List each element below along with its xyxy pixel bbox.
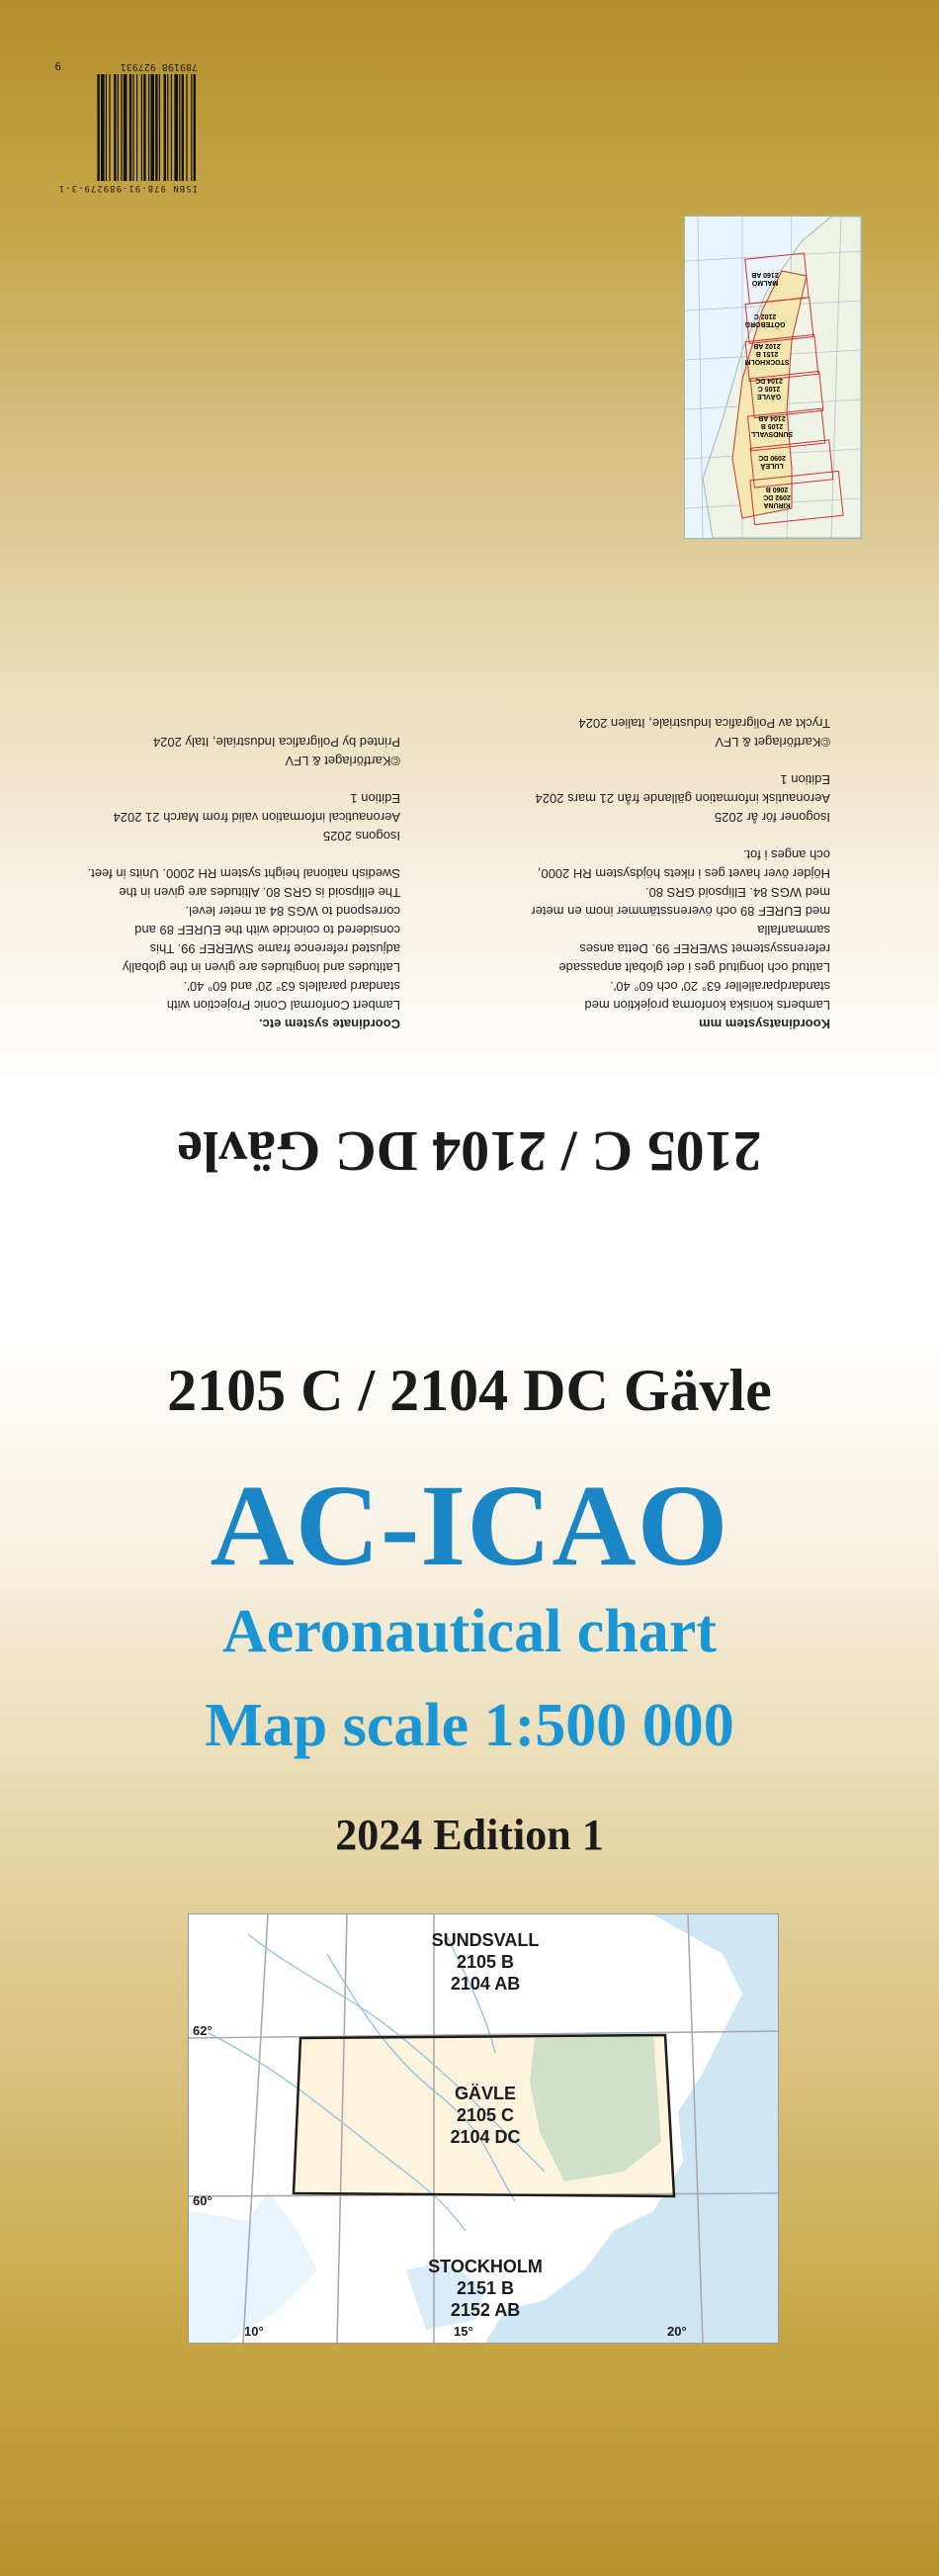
barcode-bar — [148, 74, 149, 181]
map-label-stockholm: STOCKHOLM 2151 B 2152 AB — [428, 2257, 543, 2320]
barcode — [49, 54, 198, 193]
map-label-gavle: GÄVLE 2105 C 2104 DC — [450, 2084, 521, 2147]
barcode-bar — [141, 74, 142, 181]
map-label-sundsvall: SUNDSVALL 2105 B 2104 AB — [431, 1930, 540, 1994]
barcode-bar — [159, 74, 160, 181]
sheet-index-map — [684, 216, 862, 539]
lon-tick-10: 10° — [244, 2324, 264, 2339]
english-copyright: ©Kartförlaget & LFV — [285, 754, 400, 768]
english-aero-info: Aeronautical information valid from March 21 2024 — [113, 810, 400, 825]
index-sheet-label: STOCKHOLM 2151 B 2102 AB — [744, 342, 790, 365]
barcode-bars — [69, 74, 198, 181]
barcode-bar — [106, 74, 107, 181]
barcode-bar — [124, 74, 128, 181]
lat-tick-60: 60° — [193, 2193, 213, 2208]
barcode-bar — [186, 74, 187, 181]
swedish-edition: Edition 1 — [780, 772, 830, 787]
english-heading: Coordinate system etc. — [258, 1017, 400, 1031]
barcode-bar — [191, 74, 192, 181]
lon-tick-20: 20° — [667, 2324, 687, 2339]
swedish-line: och anges i fot. — [742, 847, 830, 862]
swedish-line: Lamberts koniska konforma projektion med — [584, 998, 830, 1013]
barcode-bar — [129, 74, 131, 181]
barcode-bar — [97, 74, 99, 181]
edition: 2024 Edition 1 — [335, 1811, 604, 1859]
subtitle: Aeronautical chart — [222, 1598, 717, 1665]
swedish-line: standardparalleller 63° 20' och 60° 40'. — [610, 979, 830, 994]
index-sheet-label: GÄVLE 2105 C 2104 DC — [755, 377, 783, 400]
isbn-text: ISBN 978-91-989279-3-1 — [57, 183, 198, 193]
barcode-bar — [194, 74, 196, 181]
barcode-bar — [150, 74, 154, 181]
index-sheet-label: MALMÖ 2160 AB — [751, 271, 779, 286]
main-title: AC-ICAO — [210, 1461, 729, 1590]
barcode-bar — [136, 74, 137, 181]
barcode-bar — [101, 74, 105, 181]
index-sheet-label: KIRUNA 2092 DC 2060 B — [763, 486, 791, 508]
sheet-title: 2105 C / 2104 DC Gävle — [167, 1358, 772, 1423]
barcode-bar — [109, 74, 110, 181]
english-line: Lambert Conformal Conic Projection with — [166, 998, 400, 1013]
english-paragraph — [74, 864, 400, 1015]
barcode-bar — [155, 74, 157, 181]
index-sheet-label: LULEÅ 2090 DC — [758, 454, 786, 469]
locator-map — [188, 1913, 779, 2344]
swedish-copyright: ©Kartförlaget & LFV — [715, 735, 830, 750]
english-line: The ellipsoid is GRS 80. Altitudes are given in the — [119, 885, 400, 900]
swedish-isogons: Isogoner för år 2025 — [714, 810, 830, 825]
english-line: Swedish national height system RH 2000. Units in feet. — [87, 866, 400, 881]
swedish-heading: Koordinatsystem mm — [699, 1017, 830, 1031]
barcode-bar — [118, 74, 119, 181]
barcode-bar — [121, 74, 122, 181]
swedish-line: Latitud och longitud ges i det globalt anpassade — [558, 960, 830, 975]
barcode-bar — [114, 74, 116, 181]
english-isogons: Isogons 2025 — [322, 829, 400, 844]
english-line: Latitudes and longitudes are given in the globally — [122, 960, 400, 975]
barcode-bar — [174, 74, 178, 181]
english-printed: Printed by Poligrafica Industriale, Italy 2024 — [152, 735, 400, 750]
barcode-bar — [164, 74, 166, 181]
swedish-line: med WGS 84. Ellipsoid GRS 80. — [644, 885, 830, 900]
barcode-bar — [182, 74, 184, 181]
lat-tick-62: 62° — [193, 2023, 213, 2038]
barcode-bar — [132, 74, 133, 181]
barcode-bar — [143, 74, 145, 181]
barcode-bar — [167, 74, 168, 181]
swedish-line: med EUREF 89 och överensstämmer inom en meter — [531, 904, 830, 919]
english-line: adjusted reference frame SWEREF 99. This — [149, 941, 400, 956]
barcode-digits: 789198 927931 — [120, 61, 198, 72]
english-line: standard parallels 63° 20' and 60° 40'. — [183, 979, 400, 994]
swedish-printed: Tryckt av Poligrafica Industriale, Italien 2024 — [578, 716, 830, 731]
barcode-leading-digit: 9 — [54, 59, 61, 72]
lon-tick-15: 15° — [454, 2324, 473, 2339]
swedish-paragraph — [504, 845, 830, 1015]
back-sheet-title: 2105 C / 2104 DC Gävle — [177, 1119, 762, 1184]
map-scale: Map scale 1:500 000 — [205, 1692, 734, 1759]
barcode-bar — [179, 74, 180, 181]
swedish-line: Höjder över havet ges i rikets höjdsystem RH 2000, — [537, 866, 830, 881]
barcode-bar — [171, 74, 172, 181]
swedish-line: referenssystemet SWEREF 99. Detta anses sammanfalla — [579, 923, 830, 956]
english-line: correspond to WGS 84 at meter level. — [185, 904, 400, 919]
english-line: considered to coincide with the EUREF 89 and — [134, 923, 400, 937]
swedish-aero-info: Aeronautisk information gällande från 21 mars 2024 — [535, 791, 830, 806]
back-english-text — [74, 733, 400, 1033]
index-sheet-label: SUNDSVALL 2105 B 2104 AB — [750, 414, 794, 437]
back-swedish-text — [504, 714, 830, 1033]
index-sheet-label: GÖTEBORG 2102 C — [744, 312, 786, 327]
english-edition: Edition 1 — [350, 791, 400, 806]
back-panel-rotated — [0, 0, 939, 1236]
